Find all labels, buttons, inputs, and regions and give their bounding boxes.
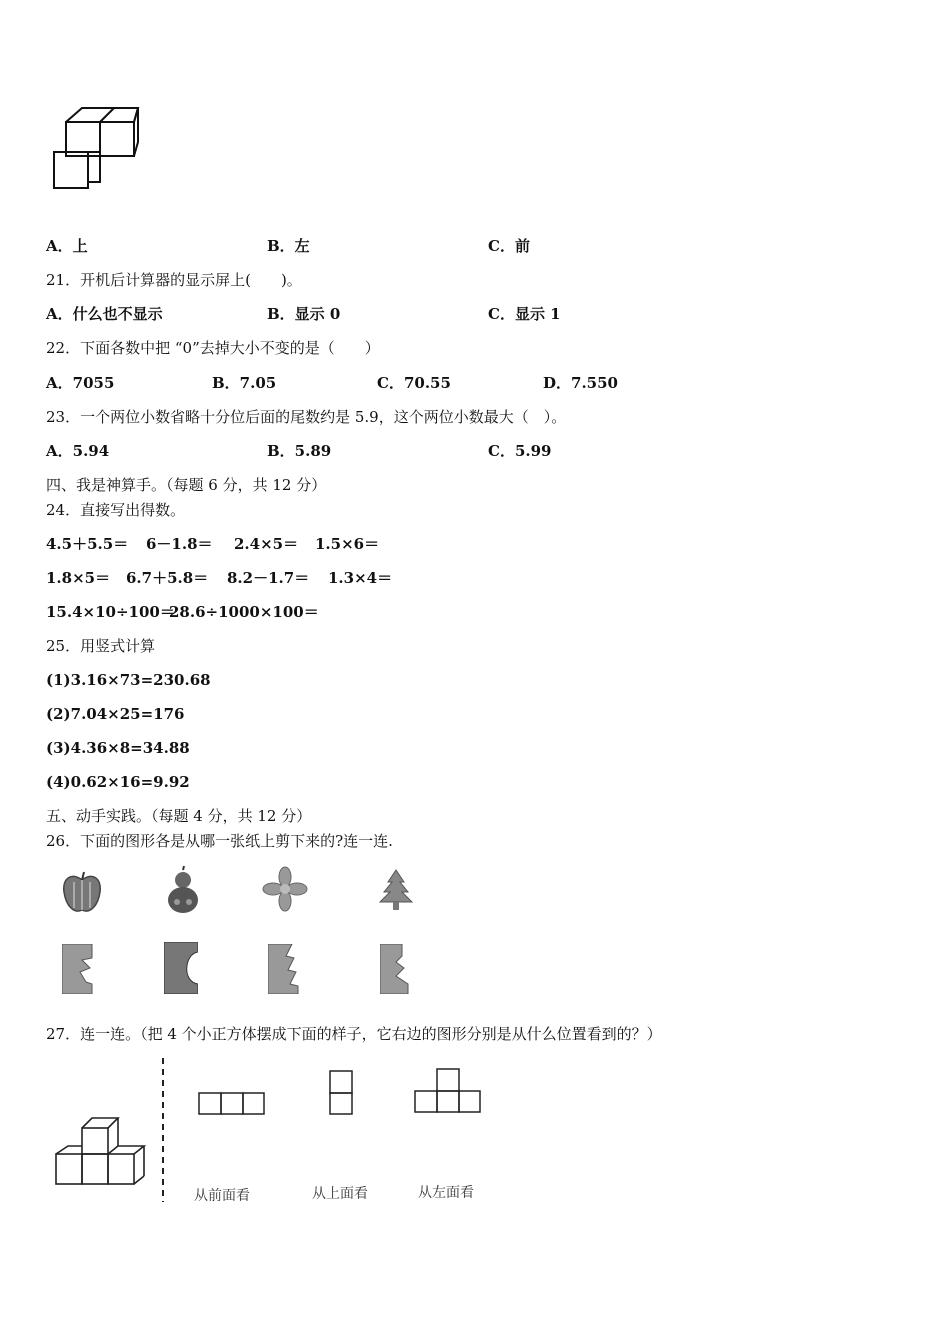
- section-5-title: 五、动手实践。（每题 4 分，共 12 分）: [46, 807, 312, 825]
- q24-expr: 1.3×4＝: [328, 569, 393, 587]
- view-three-in-row[interactable]: [198, 1092, 266, 1116]
- q22-option-b[interactable]: B．7.05: [212, 374, 277, 392]
- q23-stem: 23．一个两位小数省略十分位后面的尾数约是 5.9，这个两位小数最大（ ）。: [46, 408, 567, 426]
- paper-piece-1[interactable]: [62, 944, 96, 994]
- caption-front-view[interactable]: 从前面看: [194, 1188, 250, 1204]
- q24-expr: 1.8×5＝: [46, 569, 111, 587]
- paper-piece-4[interactable]: [380, 944, 412, 994]
- q24-expr: 8.2－1.7＝: [227, 569, 310, 587]
- q25-item: (2)7.04×25=176: [46, 705, 185, 723]
- q21-option-c[interactable]: C．显示 1: [488, 305, 561, 323]
- q20-option-c[interactable]: C．前: [488, 237, 530, 255]
- apple-cutout-shape[interactable]: [58, 868, 106, 916]
- tree-cutout-shape[interactable]: [376, 868, 416, 912]
- paper-piece-3[interactable]: [268, 944, 300, 994]
- q25-stem: 25．用竖式计算: [46, 637, 156, 655]
- q26-stem: 26．下面的图形各是从哪一张纸上剪下来的?连一连.: [46, 832, 393, 850]
- q24-expr: 28.6÷1000×100＝: [169, 603, 319, 621]
- paper-piece-2[interactable]: [164, 942, 198, 994]
- q22-option-d[interactable]: D．7.550: [543, 374, 618, 392]
- flower-cutout-shape[interactable]: [262, 866, 308, 912]
- q23-option-a[interactable]: A．5.94: [46, 442, 110, 460]
- cube-stack-figure: [48, 102, 148, 194]
- q21-stem: 21．开机后计算器的显示屏上( )。: [46, 271, 302, 289]
- q21-option-b[interactable]: B．显示 0: [267, 305, 341, 323]
- q24-expr: 6－1.8＝: [146, 535, 213, 553]
- dashed-divider: [160, 1058, 166, 1202]
- caption-top-view[interactable]: 从上面看: [312, 1186, 368, 1202]
- q24-expr: 6.7＋5.8＝: [126, 569, 209, 587]
- q24-expr: 1.5×6＝: [315, 535, 380, 553]
- q25-item: (3)4.36×8=34.88: [46, 739, 190, 757]
- gourd-cutout-shape[interactable]: [162, 866, 204, 916]
- q24-expr: 4.5＋5.5＝: [46, 535, 129, 553]
- q24-expr: 15.4×10÷100＝: [46, 603, 175, 621]
- q23-option-c[interactable]: C．5.99: [488, 442, 552, 460]
- q20-option-b[interactable]: B．左: [267, 237, 310, 255]
- caption-left-view[interactable]: 从左面看: [418, 1185, 474, 1201]
- q25-item: (4)0.62×16=9.92: [46, 773, 190, 791]
- q21-option-a[interactable]: A．什么也不显示: [46, 305, 163, 323]
- section-4-title: 四、我是神算手。（每题 6 分，共 12 分）: [46, 476, 327, 494]
- q24-expr: 2.4×5＝: [234, 535, 299, 553]
- q22-option-c[interactable]: C．70.55: [377, 374, 451, 392]
- q20-option-a[interactable]: A．上: [46, 237, 88, 255]
- q22-stem: 22．下面各数中把 “0”去掉大小不变的是（ ）: [46, 339, 380, 357]
- q27-stem: 27．连一连。（把 4 个小正方体摆成下面的样子，它右边的图形分别是从什么位置看到的？）: [46, 1025, 662, 1043]
- view-two-stacked[interactable]: [329, 1070, 353, 1116]
- q22-option-a[interactable]: A．7055: [46, 374, 115, 392]
- q23-option-b[interactable]: B．5.89: [267, 442, 332, 460]
- four-cubes-figure: [52, 1112, 150, 1188]
- view-t-shape[interactable]: [414, 1068, 482, 1114]
- q25-item: (1)3.16×73=230.68: [46, 671, 211, 689]
- q24-stem: 24．直接写出得数。: [46, 501, 186, 519]
